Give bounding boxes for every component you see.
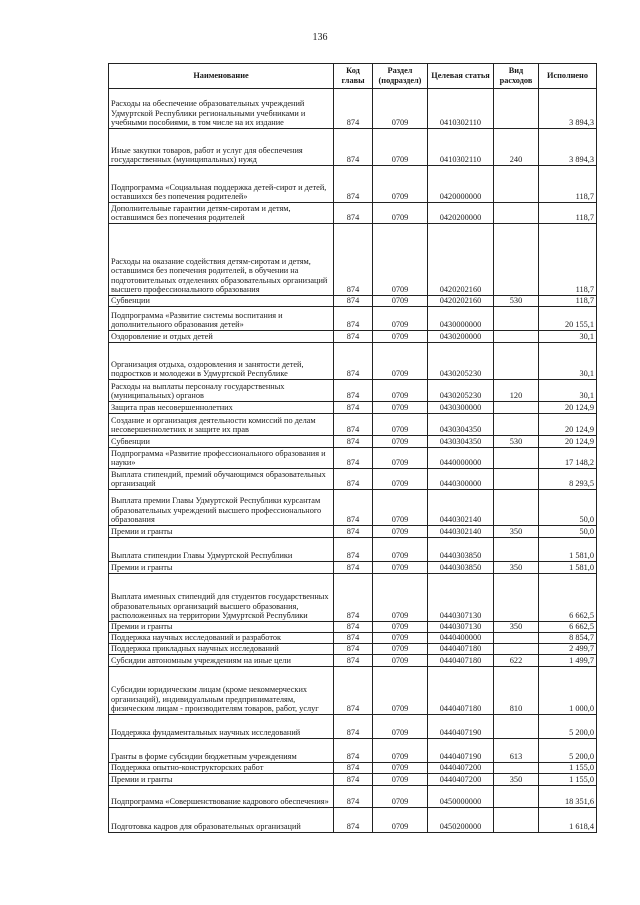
- row-target-article: 0440303850: [428, 538, 494, 562]
- row-executed-amount: 1 581,0: [539, 562, 597, 574]
- row-chapter-code: 874: [334, 89, 373, 129]
- row-name: Выплата стипендии Главы Удмуртской Республики: [109, 538, 334, 562]
- row-expense-type: [494, 808, 539, 833]
- budget-table: [108, 63, 597, 833]
- row-target-article: 0440407180: [428, 644, 494, 655]
- row-name: Премии и гранты: [109, 622, 334, 633]
- row-target-article: 0440000000: [428, 448, 494, 469]
- row-name: Гранты в форме субсидии бюджетным учреждениям: [109, 739, 334, 763]
- table-row: [109, 343, 597, 380]
- row-target-article: 0420000000: [428, 166, 494, 203]
- header-chapter-code: Код главы: [334, 64, 373, 89]
- row-name: Дополнительные гарантии детям-сиротам и детям, оставшимся без попечения родителей: [109, 203, 334, 224]
- row-section: 0709: [373, 129, 428, 166]
- row-chapter-code: 874: [334, 667, 373, 715]
- table-row: [109, 469, 597, 490]
- table-row: [109, 763, 597, 774]
- table-row: [109, 644, 597, 655]
- row-executed-amount: 1 499,7: [539, 655, 597, 667]
- header-section: Раздел (подраздел): [373, 64, 428, 89]
- table-row: [109, 526, 597, 538]
- row-expense-type: 240: [494, 129, 539, 166]
- row-expense-type: [494, 786, 539, 808]
- row-name: Подпрограмма «Совершенствование кадрового обеспечения»: [109, 786, 334, 808]
- row-chapter-code: 874: [334, 436, 373, 448]
- row-target-article: 0440407180: [428, 667, 494, 715]
- row-name: Выплата стипендий, премий обучающимся образовательных организаций: [109, 469, 334, 490]
- row-expense-type: [494, 307, 539, 331]
- row-executed-amount: 50,0: [539, 526, 597, 538]
- row-executed-amount: 20 124,9: [539, 402, 597, 414]
- row-chapter-code: 874: [334, 331, 373, 343]
- table-row: [109, 331, 597, 343]
- row-section: 0709: [373, 633, 428, 644]
- row-name: Субвенции: [109, 436, 334, 448]
- table-row: [109, 224, 597, 296]
- row-executed-amount: 6 662,5: [539, 622, 597, 633]
- row-target-article: 0450200000: [428, 808, 494, 833]
- row-expense-type: 350: [494, 562, 539, 574]
- row-target-article: 0430304350: [428, 414, 494, 436]
- table-row: [109, 538, 597, 562]
- row-name: Поддержка опытно-конструкторских работ: [109, 763, 334, 774]
- table-row: [109, 380, 597, 402]
- row-chapter-code: 874: [334, 307, 373, 331]
- table-row: [109, 129, 597, 166]
- row-expense-type: 350: [494, 526, 539, 538]
- row-executed-amount: 18 351,6: [539, 786, 597, 808]
- row-target-article: 0410302110: [428, 89, 494, 129]
- row-expense-type: [494, 89, 539, 129]
- row-executed-amount: 6 662,5: [539, 574, 597, 622]
- row-chapter-code: 874: [334, 786, 373, 808]
- row-section: 0709: [373, 574, 428, 622]
- row-expense-type: [494, 538, 539, 562]
- row-expense-type: 350: [494, 622, 539, 633]
- row-expense-type: 120: [494, 380, 539, 402]
- row-executed-amount: 5 200,0: [539, 715, 597, 739]
- row-expense-type: [494, 402, 539, 414]
- row-expense-type: 613: [494, 739, 539, 763]
- row-target-article: 0430200000: [428, 331, 494, 343]
- table-row: [109, 562, 597, 574]
- row-target-article: 0430304350: [428, 436, 494, 448]
- row-executed-amount: 8 854,7: [539, 633, 597, 644]
- table-row: [109, 414, 597, 436]
- row-name: Субвенции: [109, 296, 334, 307]
- row-executed-amount: 118,7: [539, 296, 597, 307]
- row-expense-type: [494, 763, 539, 774]
- row-name: Подпрограмма «Социальная поддержка детей-сирот и детей, оставшихся без попечения родителей»: [109, 166, 334, 203]
- row-section: 0709: [373, 331, 428, 343]
- table-row: [109, 166, 597, 203]
- row-target-article: 0440407200: [428, 774, 494, 786]
- row-chapter-code: 874: [334, 129, 373, 166]
- row-target-article: 0440407190: [428, 715, 494, 739]
- row-target-article: 0440407190: [428, 739, 494, 763]
- row-target-article: 0430300000: [428, 402, 494, 414]
- table-row: [109, 402, 597, 414]
- row-section: 0709: [373, 715, 428, 739]
- row-name: Подпрограмма «Развитие профессионального образования и науки»: [109, 448, 334, 469]
- row-expense-type: [494, 166, 539, 203]
- row-section: 0709: [373, 166, 428, 203]
- header-expense-type: Вид расходов: [494, 64, 539, 89]
- header-target-article: Целевая статья: [428, 64, 494, 89]
- row-executed-amount: 30,1: [539, 343, 597, 380]
- row-chapter-code: 874: [334, 343, 373, 380]
- row-expense-type: [494, 224, 539, 296]
- row-section: 0709: [373, 667, 428, 715]
- row-section: 0709: [373, 89, 428, 129]
- row-name: Премии и гранты: [109, 774, 334, 786]
- row-chapter-code: 874: [334, 166, 373, 203]
- table-row: [109, 808, 597, 833]
- row-section: 0709: [373, 224, 428, 296]
- row-name: Расходы на выплаты персоналу государственных (муниципальных) органов: [109, 380, 334, 402]
- table-row: [109, 622, 597, 633]
- row-executed-amount: 1 000,0: [539, 667, 597, 715]
- row-target-article: 0430205230: [428, 343, 494, 380]
- row-expense-type: [494, 574, 539, 622]
- table-row: [109, 667, 597, 715]
- row-target-article: 0420202160: [428, 296, 494, 307]
- row-target-article: 0430000000: [428, 307, 494, 331]
- row-target-article: 0440407200: [428, 763, 494, 774]
- table-row: [109, 448, 597, 469]
- header-name: Наименование: [109, 64, 334, 89]
- row-executed-amount: 20 124,9: [539, 436, 597, 448]
- row-name: Выплата именных стипендий для студентов государственных образовательных организаций высшего образования, расположенных на территории Удмуртской Республики: [109, 574, 334, 622]
- row-chapter-code: 874: [334, 538, 373, 562]
- row-name: Премии и гранты: [109, 526, 334, 538]
- row-chapter-code: 874: [334, 739, 373, 763]
- row-executed-amount: 1 581,0: [539, 538, 597, 562]
- table-row: [109, 786, 597, 808]
- row-section: 0709: [373, 562, 428, 574]
- table-row: [109, 436, 597, 448]
- row-section: 0709: [373, 490, 428, 526]
- table-row: [109, 715, 597, 739]
- row-section: 0709: [373, 808, 428, 833]
- table-row: [109, 203, 597, 224]
- row-target-article: 0450000000: [428, 786, 494, 808]
- row-section: 0709: [373, 402, 428, 414]
- row-target-article: 0440400000: [428, 633, 494, 644]
- row-name: Иные закупки товаров, работ и услуг для обеспечения государственных (муниципальных) нужд: [109, 129, 334, 166]
- row-target-article: 0440407180: [428, 655, 494, 667]
- row-chapter-code: 874: [334, 808, 373, 833]
- table-row: [109, 739, 597, 763]
- row-section: 0709: [373, 622, 428, 633]
- row-target-article: 0410302110: [428, 129, 494, 166]
- row-section: 0709: [373, 448, 428, 469]
- row-chapter-code: 874: [334, 203, 373, 224]
- row-section: 0709: [373, 786, 428, 808]
- row-expense-type: [494, 633, 539, 644]
- row-chapter-code: 874: [334, 633, 373, 644]
- row-target-article: 0440307130: [428, 574, 494, 622]
- row-chapter-code: 874: [334, 224, 373, 296]
- row-expense-type: [494, 414, 539, 436]
- row-chapter-code: 874: [334, 296, 373, 307]
- row-executed-amount: 2 499,7: [539, 644, 597, 655]
- row-target-article: 0420200000: [428, 203, 494, 224]
- row-section: 0709: [373, 538, 428, 562]
- row-expense-type: [494, 448, 539, 469]
- row-section: 0709: [373, 526, 428, 538]
- row-chapter-code: 874: [334, 402, 373, 414]
- row-chapter-code: 874: [334, 414, 373, 436]
- row-expense-type: 350: [494, 774, 539, 786]
- row-target-article: 0440300000: [428, 469, 494, 490]
- row-section: 0709: [373, 307, 428, 331]
- row-expense-type: [494, 343, 539, 380]
- row-executed-amount: 1 618,4: [539, 808, 597, 833]
- row-name: Оздоровление и отдых детей: [109, 331, 334, 343]
- row-executed-amount: 118,7: [539, 166, 597, 203]
- row-name: Субсидии юридическим лицам (кроме некоммерческих организаций), индивидуальным предпринимателям, физическим лицам - производителям товаров, работ, услуг: [109, 667, 334, 715]
- row-name: Поддержка прикладных научных исследований: [109, 644, 334, 655]
- row-name: Расходы на оказание содействия детям-сиротам и детям, оставшимся без попечения родителей, в обучении на подготовительных отделениях образовательных организаций высшего профессионального образования: [109, 224, 334, 296]
- row-section: 0709: [373, 436, 428, 448]
- table-row: [109, 89, 597, 129]
- row-executed-amount: 3 894,3: [539, 129, 597, 166]
- row-chapter-code: 874: [334, 622, 373, 633]
- row-name: Организация отдыха, оздоровления и занятости детей, подростков и молодежи в Удмуртской Республике: [109, 343, 334, 380]
- row-chapter-code: 874: [334, 562, 373, 574]
- table-row: [109, 655, 597, 667]
- row-expense-type: [494, 715, 539, 739]
- row-chapter-code: 874: [334, 490, 373, 526]
- row-executed-amount: 50,0: [539, 490, 597, 526]
- row-chapter-code: 874: [334, 715, 373, 739]
- row-section: 0709: [373, 380, 428, 402]
- row-executed-amount: 3 894,3: [539, 89, 597, 129]
- row-expense-type: [494, 331, 539, 343]
- row-target-article: 0440302140: [428, 490, 494, 526]
- row-name: Субсидии автономным учреждениям на иные цели: [109, 655, 334, 667]
- row-executed-amount: 17 148,2: [539, 448, 597, 469]
- table-header-row: [109, 64, 597, 89]
- row-expense-type: 530: [494, 296, 539, 307]
- row-chapter-code: 874: [334, 655, 373, 667]
- row-chapter-code: 874: [334, 448, 373, 469]
- table-row: [109, 490, 597, 526]
- row-name: Поддержка научных исследований и разработок: [109, 633, 334, 644]
- row-chapter-code: 874: [334, 774, 373, 786]
- row-name: Подготовка кадров для образовательных организаций: [109, 808, 334, 833]
- row-expense-type: [494, 490, 539, 526]
- row-section: 0709: [373, 655, 428, 667]
- row-name: Поддержка фундаментальных научных исследований: [109, 715, 334, 739]
- row-target-article: 0440307130: [428, 622, 494, 633]
- table-row: [109, 633, 597, 644]
- row-name: Выплата премии Главы Удмуртской Республики курсантам образовательных учреждений высшего профессионального образования: [109, 490, 334, 526]
- row-name: Премии и гранты: [109, 562, 334, 574]
- row-section: 0709: [373, 644, 428, 655]
- row-executed-amount: 1 155,0: [539, 763, 597, 774]
- row-chapter-code: 874: [334, 644, 373, 655]
- table-row: [109, 307, 597, 331]
- row-executed-amount: 30,1: [539, 380, 597, 402]
- row-section: 0709: [373, 343, 428, 380]
- row-section: 0709: [373, 763, 428, 774]
- row-section: 0709: [373, 203, 428, 224]
- row-expense-type: 530: [494, 436, 539, 448]
- table-row: [109, 296, 597, 307]
- table-row: [109, 574, 597, 622]
- row-expense-type: [494, 469, 539, 490]
- row-executed-amount: 118,7: [539, 224, 597, 296]
- row-chapter-code: 874: [334, 526, 373, 538]
- row-name: Расходы на обеспечение образовательных учреждений Удмуртской Республики региональными учебниками и учебными пособиями, в том числе на их издание: [109, 89, 334, 129]
- row-chapter-code: 874: [334, 380, 373, 402]
- row-expense-type: [494, 203, 539, 224]
- row-executed-amount: 8 293,5: [539, 469, 597, 490]
- row-section: 0709: [373, 296, 428, 307]
- row-executed-amount: 118,7: [539, 203, 597, 224]
- row-expense-type: [494, 644, 539, 655]
- page-number: 136: [312, 32, 328, 43]
- row-executed-amount: 20 124,9: [539, 414, 597, 436]
- row-executed-amount: 5 200,0: [539, 739, 597, 763]
- row-section: 0709: [373, 739, 428, 763]
- row-chapter-code: 874: [334, 574, 373, 622]
- row-executed-amount: 30,1: [539, 331, 597, 343]
- row-section: 0709: [373, 774, 428, 786]
- row-section: 0709: [373, 414, 428, 436]
- row-chapter-code: 874: [334, 763, 373, 774]
- table-row: [109, 774, 597, 786]
- row-expense-type: 810: [494, 667, 539, 715]
- row-name: Подпрограмма «Развитие системы воспитания и дополнительного образования детей»: [109, 307, 334, 331]
- row-expense-type: 622: [494, 655, 539, 667]
- row-executed-amount: 20 155,1: [539, 307, 597, 331]
- row-section: 0709: [373, 469, 428, 490]
- row-name: Создание и организация деятельности комиссий по делам несовершеннолетних и защите их прав: [109, 414, 334, 436]
- row-target-article: 0420202160: [428, 224, 494, 296]
- row-name: Защита прав несовершеннолетних: [109, 402, 334, 414]
- row-target-article: 0430205230: [428, 380, 494, 402]
- row-target-article: 0440303850: [428, 562, 494, 574]
- row-chapter-code: 874: [334, 469, 373, 490]
- header-executed: Исполнено: [539, 64, 597, 89]
- row-executed-amount: 1 155,0: [539, 774, 597, 786]
- row-target-article: 0440302140: [428, 526, 494, 538]
